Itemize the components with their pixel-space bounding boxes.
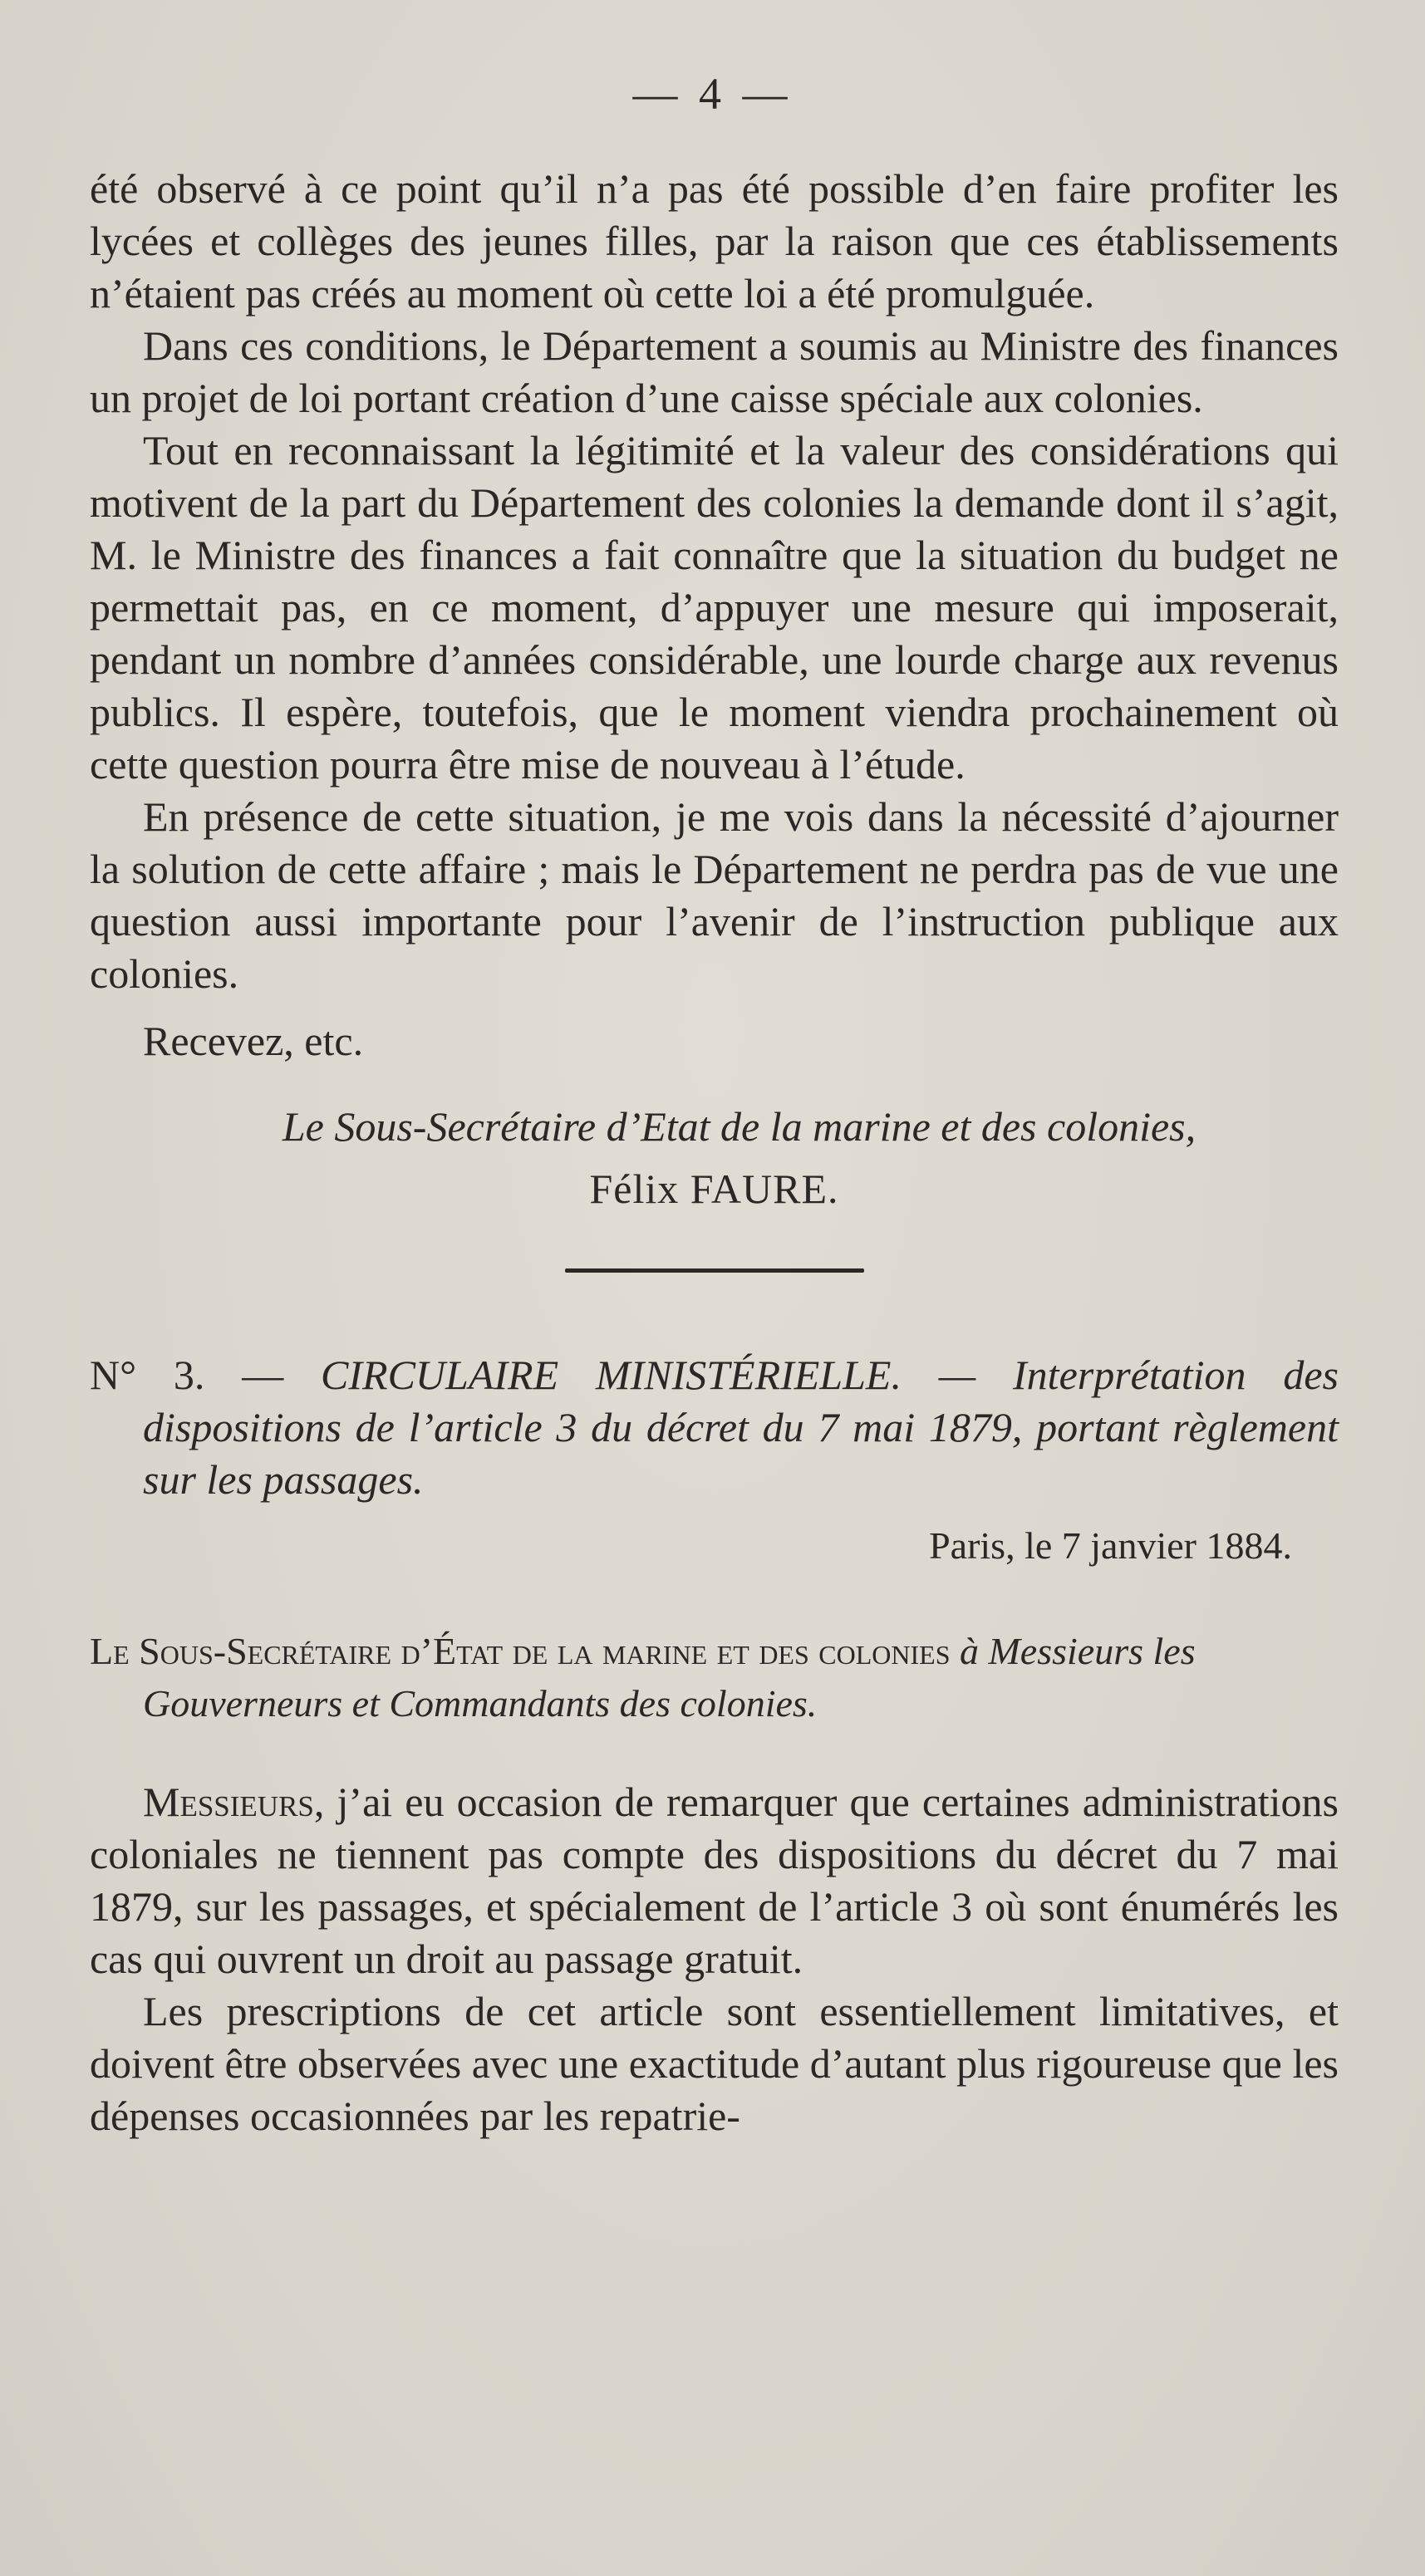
- signature-name: Félix FAURE.: [589, 1165, 839, 1212]
- circular-number: N° 3. —: [90, 1352, 284, 1398]
- closing-formula: Recevez, etc.: [143, 1018, 364, 1064]
- paragraph-finances: Tout en reconnaissant la légitimité et la valeur des considérations qui motivent de la part du Département des colonies la demande dont il s’agit, M. le Ministre des finances a fait connaître que la situation du budget ne permettait pas, en ce moment, d’appuyer une mesure qui imposerait, pendant un nombre d’années considérable, une lourde charge aux revenus publics. Il espère, toutefois, que le moment viendra prochainement où cette question pourra être mise de nouveau à l’étude.: [90, 427, 1339, 788]
- paragraph-conditions: Dans ces conditions, le Département a soumis au Ministre des finances un projet de loi portant création d’une caisse spéciale aux colonies.: [90, 322, 1339, 421]
- section-separator: [565, 1268, 864, 1273]
- circular-paragraph-2: Les prescriptions de cet article sont essentiellement limitatives, et doivent être observées avec une exactitude d’autant plus rigoureuse que les dépenses occasionnées par les repatrie-: [90, 1988, 1339, 2139]
- signature-title: Le Sous-Secrétaire d’Etat de la marine et des colonies,: [282, 1103, 1197, 1150]
- address-recipients: à Messieurs les Gouverneurs et Commandants des colonies.: [143, 1630, 1196, 1725]
- circular-heading: [90, 1349, 1339, 1506]
- paragraph-continuation: été observé à ce point qu’il n’a pas été possible d’en faire profiter les lycées et collèges des jeunes filles, par la raison que ces établissements n’étaient pas créés au moment où cette loi a été promulguée.: [90, 165, 1339, 316]
- address-sender: Le Sous-Secrétaire d’État de la marine et des colonies: [90, 1630, 951, 1672]
- salutation: Messieurs,: [143, 1779, 325, 1825]
- circular-title: CIRCULAIRE MINISTÉRIELLE. — Interprétation des dispositions de l’article 3 du décret du 7 mai 1879, portant règlement sur les passages.: [143, 1352, 1339, 1503]
- circular-paragraph-1-text: j’ai eu occasion de remarquer que certaines administrations coloniales ne tiennent pas compte des dispositions du décret du 7 mai 1879, sur les passages, et spécialement de l’article 3 où sont énumérés les cas qui ouvrent un droit au passage gratuit.: [90, 1779, 1339, 1982]
- text-block: [90, 163, 1339, 2142]
- circular-date: Paris, le 7 janvier 1884.: [929, 1524, 1292, 1567]
- circular-body: [90, 1776, 1339, 2142]
- page-number: — 4 —: [632, 69, 793, 119]
- paragraph-adjournment: En présence de cette situation, je me vois dans la nécessité d’ajourner la solution de cette affaire ; mais le Département ne perdra pas de vue une question aussi importante pour l’avenir de l’instruction publique aux colonies.: [90, 793, 1339, 997]
- circular-address: [90, 1625, 1339, 1730]
- circular-paragraph-1: [90, 1776, 1339, 1985]
